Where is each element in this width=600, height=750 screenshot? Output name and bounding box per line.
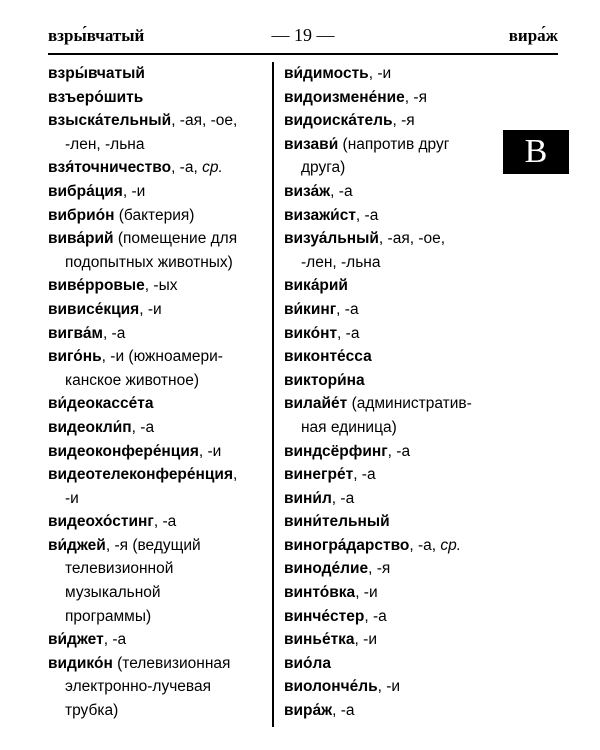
entry-headword: видоиска́тель [284,112,393,130]
dictionary-entry [48,345,268,369]
entry-headword: взъеро́шить [48,88,144,106]
entry-grammar: , -а, ср. [171,159,223,177]
entry-continuation: программы) [65,607,152,625]
page-number: — 19 — [271,25,335,45]
entry-grammar: , -а, ср. [409,536,462,554]
entry-headword: ви́димость [284,65,369,82]
dictionary-entry [284,180,512,204]
entry-headword: вио́ла [284,654,331,672]
entry-headword: вика́рий [284,277,348,295]
dictionary-entry [284,581,512,605]
dictionary-entry [284,463,512,487]
entry-headword: ви́джет [48,631,104,649]
entry-headword: взя́точничество [48,159,172,177]
dictionary-entry [284,510,512,534]
entry-headword: виза́ж [284,182,331,200]
entry-headword: визави́ [284,135,339,153]
left-column [48,62,268,723]
running-head-right: вира́ж [508,26,558,45]
entry-grammar: , -а [131,418,155,436]
dictionary-entry [48,463,268,487]
entry-grammar: , -ых [144,277,178,295]
entry-grammar: , -я (ведущий [105,536,201,554]
dictionary-entry [284,605,512,629]
entry-grammar: , -и [122,182,146,200]
entry-headword: виолонче́ль [284,678,378,696]
entry-grammar: , -ая, -ое, [378,230,446,248]
entry-grammar: , -а [337,324,360,342]
entry-grammar: , -а [102,324,126,342]
entry-headword: виконте́сса [284,348,372,366]
gender-label: ср. [440,536,462,554]
entry-grammar: , -а [103,631,127,649]
dictionary-entry [48,62,268,86]
dictionary-entry [284,487,512,511]
dictionary-entry [284,628,512,652]
entry-grammar: , -а [332,702,355,720]
dictionary-entry [284,392,512,416]
entry-headword: виноде́лие [284,560,369,578]
entry-headword: взры́вчатый [48,65,145,82]
entry-continuation: телевизионной [65,560,174,578]
entry-headword: видеотелеконфере́нция [48,466,233,484]
entry-grammar: , -я [404,88,427,106]
entry-headword: виндсёрфинг [284,442,388,460]
entry-grammar: , [233,466,238,484]
entry-headword: ви́джей [48,536,106,554]
entry-grammar: , -и (южноамери- [101,348,223,366]
entry-grammar: , -ая, -ое, [171,112,238,130]
right-column [284,62,512,723]
dictionary-entry [48,416,268,440]
entry-continuation: -лен, -льна [65,135,145,153]
dictionary-entry [284,345,512,369]
entry-grammar: (помещение для [113,230,238,248]
thumb-index-tab: В [503,130,569,174]
entry-headword: винегре́т [284,466,354,484]
entry-grammar: (напротив друг [338,135,450,153]
entry-headword: винто́вка [284,584,356,602]
dictionary-entry [48,227,268,251]
entry-headword: вико́нт [284,324,338,342]
dictionary-entry [284,557,512,581]
dictionary-entry [48,204,268,228]
entry-grammar: , -а [387,442,411,460]
entry-grammar: , -я [392,112,415,130]
dictionary-entry [284,652,512,676]
entry-headword: взыска́тельный [48,112,172,130]
entry-headword: вилайе́т [284,395,348,413]
entry-headword: видеокли́п [48,418,132,436]
entry-headword: вива́рий [48,230,114,248]
entry-headword: ви́кинг [284,300,337,318]
entry-continuation: -лен, -льна [301,253,381,271]
entry-grammar: , -а [153,513,177,531]
entry-headword: видеохо́стинг [48,513,154,531]
entry-headword: вибрио́н [48,206,115,224]
entry-headword: вини́л [284,489,332,507]
column-divider [272,62,274,727]
entry-continuation: -и [65,489,79,507]
entry-headword: вивисе́кция [48,300,140,318]
dictionary-entry [284,440,512,464]
entry-continuation: канское животное) [65,371,199,389]
entry-headword: винье́тка [284,631,355,649]
entry-continuation: электронно-лучевая [65,678,211,696]
entry-headword: вини́тельный [284,513,390,531]
page-header [48,24,558,50]
dictionary-entry [284,274,512,298]
entry-headword: видеоконфере́нция [48,442,199,460]
entry-grammar: , -а [353,466,376,484]
gender-label: ср. [202,159,223,177]
dictionary-entry [284,227,512,251]
dictionary-entry [48,628,268,652]
entry-grammar: , -а [355,206,379,224]
entry-continuation: ная единица) [301,418,397,436]
dictionary-entry [284,298,512,322]
entry-headword: визуа́льный [284,230,379,248]
entry-grammar: , -и [355,584,378,602]
dictionary-entry [48,86,268,110]
entry-grammar: , -и [354,631,377,649]
dictionary-entry [284,86,512,110]
entry-grammar: , -и [377,678,401,696]
entry-grammar: , -а [331,489,355,507]
entry-headword: виве́рровые [48,277,145,295]
entry-headword: видоизмене́ние [284,88,405,106]
dictionary-entry [48,109,268,133]
dictionary-entry [48,180,268,204]
entry-grammar: , -и [198,442,222,460]
entry-headword: виктори́на [284,371,365,389]
entry-grammar: , -а [336,300,359,318]
entry-headword: вира́ж [284,702,333,720]
entry-headword: винче́стер [284,607,365,625]
entry-headword: виго́нь [48,348,102,366]
header-rule [48,53,558,55]
entry-headword: виногра́дарство [284,536,410,554]
dictionary-entry [284,322,512,346]
entry-grammar: (телевизионная [112,654,231,672]
entry-grammar: , -а [330,182,353,200]
entry-headword: визажи́ст [284,206,356,224]
entry-grammar: , -я [368,560,391,578]
dictionary-entry [284,699,512,723]
dictionary-entry [284,62,512,86]
dictionary-entry [48,156,268,180]
entry-continuation: подопытных животных) [65,253,233,271]
entry-grammar: (административ- [347,395,472,413]
running-head-left: взры́вчатый [48,26,145,45]
dictionary-entry [48,298,268,322]
entry-continuation: друга) [301,159,346,177]
dictionary-entry [48,652,268,676]
entry-grammar: (бактерия) [114,206,195,224]
dictionary-entry [284,534,512,558]
dictionary-entry [284,675,512,699]
dictionary-entry [48,322,268,346]
entry-headword: вибра́ция [48,182,123,200]
dictionary-entry [284,133,512,157]
dictionary-entry [48,510,268,534]
dictionary-entry [284,369,512,393]
entry-headword: вигва́м [48,324,103,342]
dictionary-entry [48,392,268,416]
dictionary-entry [48,274,268,298]
entry-headword: ви́деокассе́та [48,395,154,413]
entry-continuation: музыкальной [65,584,161,602]
entry-headword: видико́н [48,654,113,672]
dictionary-entry [48,440,268,464]
dictionary-entry [284,109,512,133]
entry-grammar: , -а [364,607,387,625]
dictionary-entry [284,204,512,228]
entry-continuation: трубка) [65,702,119,720]
dictionary-entry [48,534,268,558]
entry-grammar: , -и [368,65,392,82]
entry-grammar: , -и [139,300,162,318]
